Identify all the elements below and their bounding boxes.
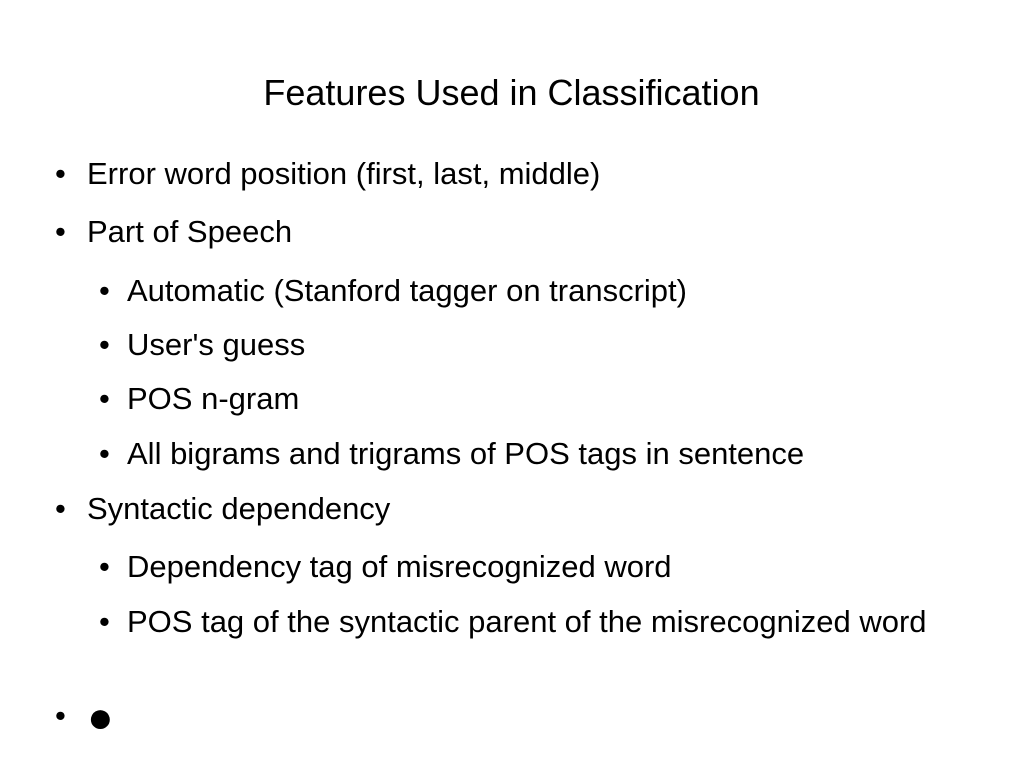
bullet-item-part-of-speech <box>55 213 987 251</box>
sub-bullet-item-dependency-tag <box>99 548 987 586</box>
sub-bullet-item-bigrams-trigrams <box>99 435 987 473</box>
bullet-text: Automatic (Stanford tagger on transcript) <box>127 273 687 308</box>
bullet-marker: • <box>99 273 110 308</box>
bullet-text: User's guess <box>127 327 306 362</box>
bullet-marker: • <box>55 491 66 526</box>
bullet-text: Dependency tag of misrecognized word <box>127 549 672 584</box>
bullet-marker: • <box>99 549 110 584</box>
bullet-text: All bigrams and trigrams of POS tags in sentence <box>127 436 805 471</box>
bullet-text: POS n-gram <box>127 381 300 416</box>
sub-bullet-item-pos-ngram <box>99 380 987 418</box>
bullet-marker: • <box>99 381 110 416</box>
bullet-text: Part of Speech <box>87 214 293 249</box>
sub-bullet-item-automatic <box>99 272 987 310</box>
slide-title: Features Used in Classification <box>263 72 760 113</box>
bullet-marker: • <box>55 156 66 191</box>
sub-bullet-item-pos-tag-parent <box>99 603 987 641</box>
bullet-marker: • <box>55 214 66 249</box>
filled-circle-icon: ● <box>87 693 114 742</box>
sub-bullet-item-users-guess <box>99 326 987 364</box>
bullet-item-empty <box>55 693 987 742</box>
bullet-marker: • <box>99 436 110 471</box>
bullet-item-error-word-position <box>55 155 987 193</box>
bullet-item-syntactic-dependency <box>55 490 987 528</box>
bullet-marker: • <box>55 698 66 733</box>
bullet-text: POS tag of the syntactic parent of the misrecognized word <box>127 604 927 639</box>
bullet-text: Syntactic dependency <box>87 491 391 526</box>
bullet-marker: • <box>99 327 110 362</box>
bullet-marker: • <box>99 604 110 639</box>
bullet-text: Error word position (first, last, middle) <box>87 156 601 191</box>
